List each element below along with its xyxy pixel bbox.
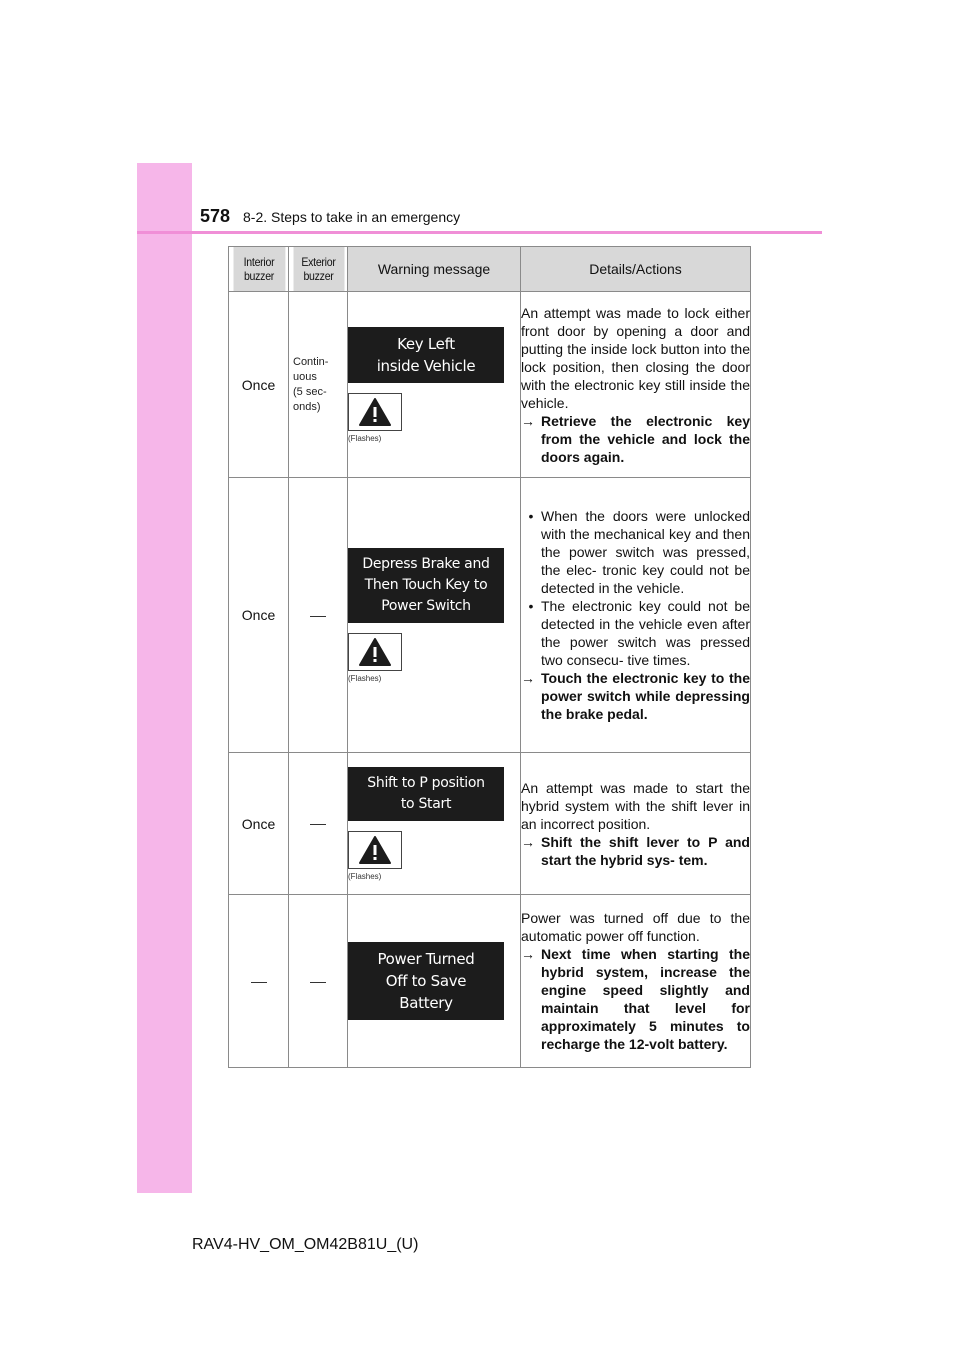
arrow-right-icon: → [521, 412, 535, 429]
column-header-details-actions: Details/Actions [521, 247, 751, 292]
warning-triangle-icon [348, 633, 402, 671]
interior-buzzer-cell: Once [229, 753, 289, 895]
warning-message-cell [348, 292, 521, 478]
warning-message-display: Shift to P position to Start [348, 767, 504, 821]
action-item [521, 945, 750, 1053]
flashes-label: (Flashes) [348, 433, 382, 443]
details-text: An attempt was made to lock either front door by opening a door and putting the inside lock button into the lock position, then closing the door with the electronic key still inside the vehicle. [521, 304, 750, 411]
column-header-interior-buzzer: Interior buzzer [232, 247, 285, 292]
warning-triangle-icon [348, 831, 402, 869]
bullet-item [521, 507, 750, 597]
interior-buzzer-cell [229, 895, 289, 1068]
interior-buzzer-cell: Once [229, 478, 289, 753]
page-number: 578 [200, 206, 231, 226]
exterior-buzzer-cell [289, 895, 348, 1068]
details-text: An attempt was made to start the hybrid system with the shift lever in an incorrect position. [521, 779, 750, 832]
bullet-icon: • [528, 508, 534, 524]
warning-triangle-icon [348, 393, 402, 431]
action-text: Next time when starting the hybrid system, increase the engine speed slightly and maintain that level for approximately 5 minutes to recharge the 12-volt battery. [541, 946, 750, 1052]
details-cell [521, 895, 751, 1068]
table-row [229, 292, 751, 478]
arrow-right-icon: → [521, 670, 535, 686]
flashes-label: (Flashes) [348, 673, 382, 683]
warning-message-cell [348, 895, 521, 1068]
column-header-exterior-buzzer: Exterior buzzer [292, 247, 344, 292]
action-text: Touch the electronic key to the power switch while depressing the brake pedal. [541, 670, 750, 722]
bullet-icon: • [528, 598, 534, 614]
action-text: Shift the shift lever to P and start the hybrid sys- tem. [541, 833, 750, 868]
warning-message-display: Power Turned Off to Save Battery [348, 942, 504, 1020]
details-cell [521, 753, 751, 895]
bullet-text: When the doors were unlocked with the mechanical key and then the power switch was pressed, the elec- tronic key could not be detected in the vehicle. [541, 508, 750, 596]
section-side-tab [137, 163, 192, 1193]
warning-message-display: Key Left inside Vehicle [348, 327, 504, 383]
header-rule [137, 231, 822, 234]
interior-buzzer-cell: Once [229, 292, 289, 478]
action-item [521, 669, 750, 723]
warning-message-display: Depress Brake and Then Touch Key to Power Switch [348, 548, 504, 623]
table-row [229, 478, 751, 753]
dash-none-icon [310, 824, 326, 825]
dash-none-icon [251, 982, 267, 983]
section-title: 8-2. Steps to take in an emergency [243, 209, 461, 225]
warning-message-cell [348, 753, 521, 895]
exterior-buzzer-cell [289, 478, 348, 753]
details-cell [521, 292, 751, 478]
document-code-footer: RAV4-HV_OM_OM42B81U_(U) [192, 1236, 419, 1253]
action-item [521, 833, 750, 869]
arrow-right-icon: → [521, 946, 535, 962]
exterior-buzzer-text: Contin- uous (5 sec- onds) [293, 355, 329, 413]
dash-none-icon [310, 982, 326, 983]
warning-table [228, 246, 751, 1068]
action-item [521, 412, 750, 466]
table-row [229, 753, 751, 895]
exterior-buzzer-cell [289, 753, 348, 895]
flashes-label: (Flashes) [348, 871, 382, 881]
arrow-right-icon: → [521, 833, 535, 850]
action-text: Retrieve the electronic key from the vehicle and lock the doors again. [541, 412, 750, 465]
details-text: Power was turned off due to the automatic power off function. [521, 910, 750, 944]
bullet-item [521, 597, 750, 669]
details-cell [521, 478, 751, 753]
bullet-text: The electronic key could not be detected in the vehicle even after the power switch was pressed two consecu- tive times. [541, 598, 750, 668]
dash-none-icon [310, 616, 326, 617]
table-header-row [229, 247, 751, 292]
column-header-warning-message: Warning message [348, 247, 521, 292]
exterior-buzzer-cell [289, 292, 348, 478]
table-row [229, 895, 751, 1068]
warning-message-cell [348, 478, 521, 753]
